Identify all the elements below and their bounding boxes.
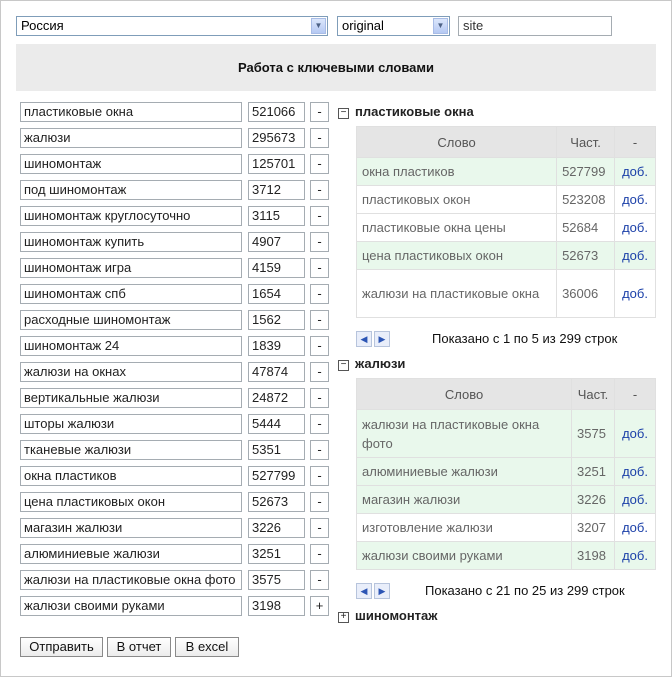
keyword-toggle-button[interactable]: - [310, 258, 329, 278]
section-header-3[interactable] [338, 608, 438, 624]
keyword-toggle-button[interactable]: - [310, 102, 329, 122]
section-header-1[interactable] [338, 104, 474, 120]
keyword-input[interactable]: жалюзи своими руками [20, 596, 242, 616]
collapse-icon[interactable]: − [338, 108, 349, 119]
chevron-down-icon: ▼ [433, 18, 448, 34]
add-link[interactable]: доб. [615, 514, 656, 542]
section-title: пластиковые окна [355, 104, 474, 119]
result-freq: 527799 [557, 158, 615, 186]
keyword-toggle-button[interactable]: - [310, 180, 329, 200]
table-header-row [357, 127, 656, 158]
table-row [357, 214, 656, 242]
keyword-toggle-button[interactable]: - [310, 388, 329, 408]
keyword-input[interactable]: жалюзи на пластиковые окна фото [20, 570, 242, 590]
keyword-count-input[interactable]: 3226 [248, 518, 305, 538]
result-word: цена пластиковых окон [357, 242, 557, 270]
result-freq: 3251 [572, 458, 615, 486]
result-freq: 3575 [572, 410, 615, 458]
result-word: жалюзи на пластиковые окна фото [357, 410, 572, 458]
keyword-toggle-button[interactable]: - [310, 414, 329, 434]
submit-button[interactable]: Отправить [20, 637, 103, 657]
keyword-count-input[interactable]: 3251 [248, 544, 305, 564]
chevron-down-icon: ▼ [311, 18, 326, 34]
keyword-count-input[interactable]: 5444 [248, 414, 305, 434]
result-freq: 523208 [557, 186, 615, 214]
keyword-input[interactable]: под шиномонтаж [20, 180, 242, 200]
keyword-count-input[interactable]: 295673 [248, 128, 305, 148]
result-word: пластиковых окон [357, 186, 557, 214]
result-freq: 3198 [572, 542, 615, 570]
keyword-toggle-button[interactable]: - [310, 284, 329, 304]
keyword-count-input[interactable]: 1562 [248, 310, 305, 330]
keyword-input[interactable]: шиномонтаж 24 [20, 336, 242, 356]
excel-button[interactable]: В excel [175, 637, 239, 657]
result-word: алюминиевые жалюзи [357, 458, 572, 486]
table-row [357, 242, 656, 270]
keyword-count-input[interactable]: 47874 [248, 362, 305, 382]
keyword-count-input[interactable]: 3712 [248, 180, 305, 200]
keyword-input[interactable]: тканевые жалюзи [20, 440, 242, 460]
page-title: Работа с ключевыми словами [16, 44, 656, 91]
header-action: - [615, 379, 656, 410]
prev-page-icon[interactable]: ◀ [356, 331, 372, 347]
add-link[interactable]: доб. [615, 158, 656, 186]
table-row [357, 158, 656, 186]
mode-select[interactable] [337, 16, 450, 36]
keyword-count-input[interactable]: 1839 [248, 336, 305, 356]
keyword-input[interactable]: магазин жалюзи [20, 518, 242, 538]
results-table [356, 378, 656, 570]
keyword-count-input[interactable]: 4159 [248, 258, 305, 278]
table-row [357, 458, 656, 486]
keyword-count-input[interactable]: 52673 [248, 492, 305, 512]
add-link[interactable]: доб. [615, 458, 656, 486]
site-input[interactable] [458, 16, 612, 36]
result-freq: 3226 [572, 486, 615, 514]
table-row [357, 410, 656, 458]
table-header-row [357, 379, 656, 410]
add-link[interactable]: доб. [615, 486, 656, 514]
keyword-count-input[interactable]: 4907 [248, 232, 305, 252]
result-word: жалюзи на пластиковые окна [357, 270, 557, 318]
pager-info: Показано с 21 по 25 из 299 строк [425, 583, 625, 598]
keyword-input[interactable]: вертикальные жалюзи [20, 388, 242, 408]
keyword-input[interactable]: шиномонтаж купить [20, 232, 242, 252]
next-page-icon[interactable]: ▶ [374, 331, 390, 347]
keyword-input[interactable]: шиномонтаж спб [20, 284, 242, 304]
keyword-toggle-button[interactable]: - [310, 206, 329, 226]
result-word: жалюзи своими руками [357, 542, 572, 570]
keyword-toggle-button[interactable]: - [310, 232, 329, 252]
section-header-2[interactable] [338, 356, 405, 372]
table-row [357, 486, 656, 514]
keyword-input[interactable]: жалюзи [20, 128, 242, 148]
keyword-input[interactable]: цена пластиковых окон [20, 492, 242, 512]
keyword-input[interactable]: пластиковые окна [20, 102, 242, 122]
add-link[interactable]: доб. [615, 214, 656, 242]
keyword-toggle-button[interactable]: - [310, 154, 329, 174]
keyword-count-input[interactable]: 3198 [248, 596, 305, 616]
result-freq: 3207 [572, 514, 615, 542]
keyword-toggle-button[interactable]: - [310, 570, 329, 590]
keyword-count-input[interactable]: 521066 [248, 102, 305, 122]
result-freq: 36006 [557, 270, 615, 318]
keyword-toggle-button[interactable]: - [310, 440, 329, 460]
keyword-input[interactable]: жалюзи на окнах [20, 362, 242, 382]
keyword-count-input[interactable]: 3115 [248, 206, 305, 226]
header-word: Слово [357, 127, 557, 158]
keyword-toggle-button[interactable]: + [310, 596, 329, 616]
region-select-value: Россия [21, 18, 64, 33]
keyword-input[interactable]: окна пластиков [20, 466, 242, 486]
collapse-icon[interactable]: − [338, 360, 349, 371]
report-button[interactable]: В отчет [107, 637, 171, 657]
keyword-toggle-button[interactable]: - [310, 362, 329, 382]
site-input-placeholder: site [463, 18, 484, 33]
table-row [357, 270, 656, 318]
result-freq: 52684 [557, 214, 615, 242]
next-page-icon[interactable]: ▶ [374, 583, 390, 599]
keyword-input[interactable]: алюминиевые жалюзи [20, 544, 242, 564]
expand-icon[interactable]: + [338, 612, 349, 623]
result-freq: 52673 [557, 242, 615, 270]
results-table [356, 126, 656, 318]
keyword-toggle-button[interactable]: - [310, 128, 329, 148]
table-row [357, 514, 656, 542]
keyword-count-input[interactable]: 5351 [248, 440, 305, 460]
section-title: шиномонтаж [355, 608, 438, 623]
table-row [357, 542, 656, 570]
add-link[interactable]: доб. [615, 542, 656, 570]
keyword-count-input[interactable]: 1654 [248, 284, 305, 304]
region-select[interactable] [16, 16, 328, 36]
result-word: изготовление жалюзи [357, 514, 572, 542]
keyword-toggle-button[interactable]: - [310, 492, 329, 512]
add-link[interactable]: доб. [615, 186, 656, 214]
table-row [357, 186, 656, 214]
header-freq: Част. [572, 379, 615, 410]
keyword-count-input[interactable]: 125701 [248, 154, 305, 174]
keyword-input[interactable]: шиномонтаж круглосуточно [20, 206, 242, 226]
section-title: жалюзи [355, 356, 406, 371]
keyword-count-input[interactable]: 3575 [248, 570, 305, 590]
keyword-toggle-button[interactable]: - [310, 310, 329, 330]
keyword-input[interactable]: шиномонтаж игра [20, 258, 242, 278]
keyword-input[interactable]: шторы жалюзи [20, 414, 242, 434]
header-freq: Част. [557, 127, 615, 158]
prev-page-icon[interactable]: ◀ [356, 583, 372, 599]
add-link[interactable]: доб. [615, 410, 656, 458]
header-action: - [615, 127, 656, 158]
keyword-count-input[interactable]: 24872 [248, 388, 305, 408]
result-word: магазин жалюзи [357, 486, 572, 514]
add-link[interactable]: доб. [615, 270, 656, 318]
header-word: Слово [357, 379, 572, 410]
keyword-toggle-button[interactable]: - [310, 518, 329, 538]
keyword-toggle-button[interactable]: - [310, 544, 329, 564]
keyword-toggle-button[interactable]: - [310, 466, 329, 486]
pager-info: Показано с 1 по 5 из 299 строк [432, 331, 618, 346]
mode-select-value: original [342, 18, 384, 33]
result-word: окна пластиков [357, 158, 557, 186]
keyword-count-input[interactable]: 527799 [248, 466, 305, 486]
keyword-input[interactable]: шиномонтаж [20, 154, 242, 174]
keyword-input[interactable]: расходные шиномонтаж [20, 310, 242, 330]
keyword-toggle-button[interactable]: - [310, 336, 329, 356]
add-link[interactable]: доб. [615, 242, 656, 270]
result-word: пластиковые окна цены [357, 214, 557, 242]
